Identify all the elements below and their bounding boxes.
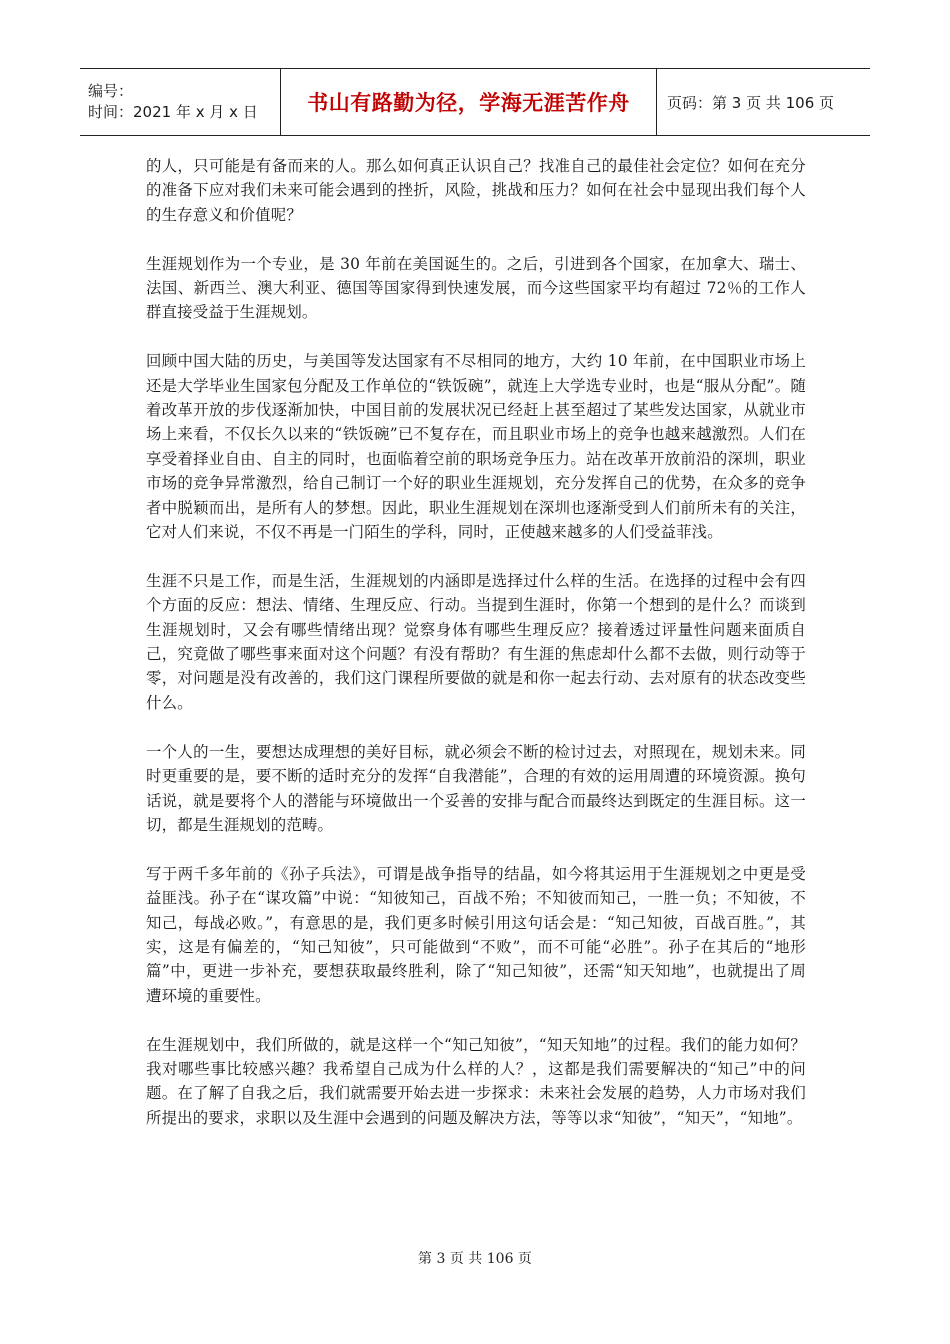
document-date: 时间：2021 年 x 月 x 日 <box>88 103 258 121</box>
header-motto-cell <box>281 69 657 135</box>
body-paragraph: 生涯规划作为一个专业，是 30 年前在美国诞生的。之后，引进到各个国家，在加拿大、瑞士、法国、新西兰、澳大利亚、德国等国家得到快速发展，而今这些国家平均有超过 72％的工作人群直接受益于生涯规划。 <box>146 254 806 322</box>
body-paragraph: 回顾中国大陆的历史，与美国等发达国家有不尽相同的地方，大约 10 年前，在中国职业市场上还是大学毕业生国家包分配及工作单位的“铁饭碗”，就连上大学选专业时，也是“服从分配”。随着改革开放的步伐逐渐加快，中国目前的发展状况已经赶上甚至超过了某些发达国家，从就业市场上来看，不仅长久以来的“铁饭碗”已不复存在，而且职业市场上的竞争也越来越激烈。人们在享受着择业自由、自主的同时，也面临着空前的职场竞争压力。站在改革开放前沿的深圳，职业市场的竞争异常激烈，给自己制订一个好的职业生涯规划，充分发挥自己的优势，在众多的竞争者中脱颖而出，是所有人的梦想。因此，职业生涯规划在深圳也逐渐受到人们前所未有的关注，它对人们来说，不仅不再是一门陌生的学科，同时，正使越来越多的人们受益菲浅。 <box>146 352 806 542</box>
header-meta <box>80 69 281 135</box>
body-paragraph: 的人，只可能是有备而来的人。那么如何真正认识自己？找准自己的最佳社会定位？如何在充分的准备下应对我们未来可能会遇到的挫折，风险，挑战和压力？如何在社会中显现出我们每个人的生存意义和价值呢？ <box>146 157 806 224</box>
page-footer <box>0 1248 950 1268</box>
header-motto: 书山有路勤为径，学海无涯苦作舟 <box>307 91 630 115</box>
body-paragraph: 写于两千多年前的《孙子兵法》，可谓是战争指导的结晶，如今将其运用于生涯规划之中更是受益匪浅。孙子在“谋攻篇”中说：“知彼知己，百战不殆；不知彼而知己，一胜一负；不知彼，不知己，每战必败。”，有意思的是，我们更多时候引用这句话会是：“知己知彼，百战百胜。”，其实，这是有偏差的，“知己知彼”，只可能做到“不败”，而不可能“必胜”。孙子在其后的“地形篇”中，更进一步补充，要想获取最终胜利，除了“知己知彼”，还需“知天知地”，也就提出了周遭环境的重要性。 <box>146 864 806 1005</box>
footer-page-number: 第 3 页 共 106 页 <box>418 1251 532 1267</box>
document-body <box>146 154 806 1155</box>
page-header <box>80 68 870 136</box>
header-page-info-cell <box>657 69 870 135</box>
document-number-label: 编号： <box>88 82 134 100</box>
body-paragraph: 生涯不只是工作，而是生活，生涯规划的内涵即是选择过什么样的生活。在选择的过程中会有四个方面的反应：想法、情绪、生理反应、行动。当提到生涯时，你第一个想到的是什么？而谈到生涯规划时，又会有哪些情绪出现？觉察身体有哪些生理反应？接着透过评量性问题来面质自己，究竟做了哪些事来面对这个问题？有没有帮助？有生涯的焦虑却什么都不去做，则行动等于零，对问题是没有改善的，我们这门课程所要做的就是和你一起去行动、去对原有的状态改变些什么。 <box>146 571 806 712</box>
body-paragraph: 一个人的一生，要想达成理想的美好目标，就必须会不断的检讨过去，对照现在，规划未来。同时更重要的是，要不断的适时充分的发挥“自我潜能”，合理的有效的运用周遭的环境资源。换句话说，就是要将个人的潜能与环境做出一个妥善的安排与配合而最终达到既定的生涯目标。这一切，都是生涯规划的范畴。 <box>146 742 806 834</box>
body-paragraph: 在生涯规划中，我们所做的，就是这样一个“知己知彼”，“知天知地”的过程。我们的能力如何？我对哪些事比较感兴趣？我希望自己成为什么样的人？，这都是我们需要解决的“知己”中的问题。在了解了自我之后，我们就需要开始去进一步探求：未来社会发展的趋势，人力市场对我们所提出的要求，求职以及生涯中会遇到的问题及解决方法，等等以求“知彼”，“知天”，“知地”。 <box>146 1035 806 1127</box>
header-page-info: 页码：第 3 页 共 106 页 <box>667 93 835 112</box>
